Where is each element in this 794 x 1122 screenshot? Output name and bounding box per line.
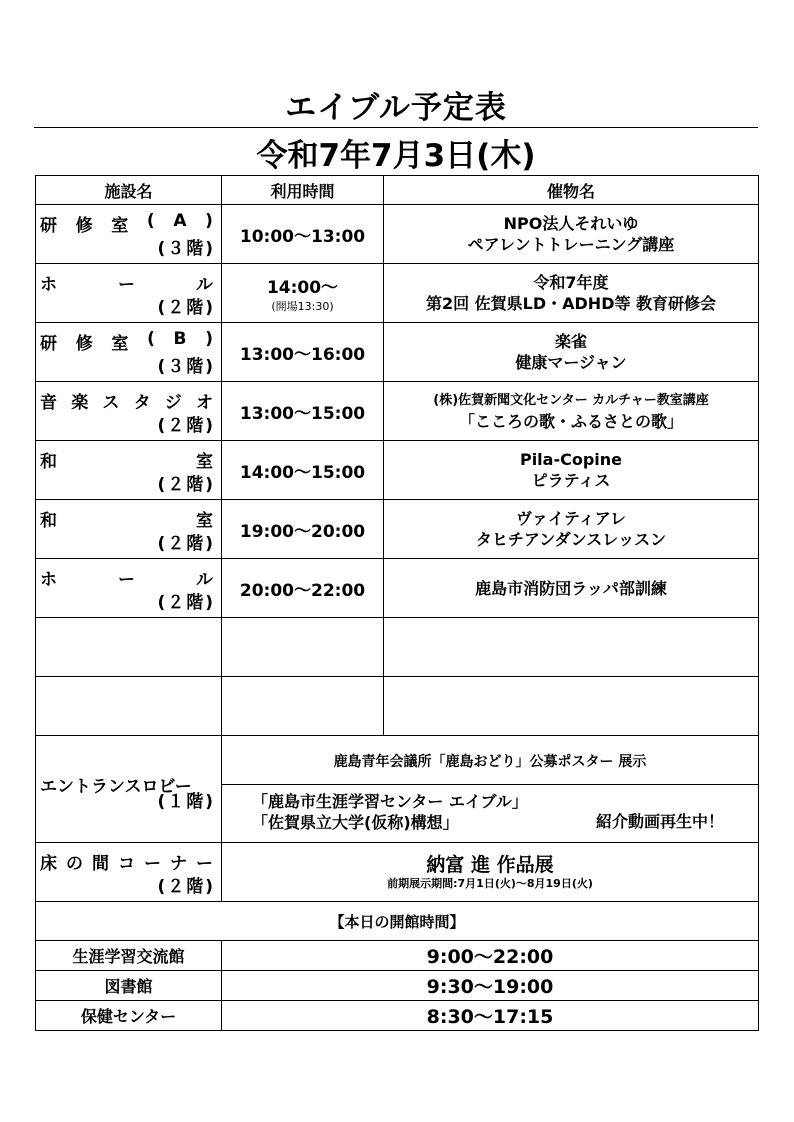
facility-char: タ <box>133 393 153 413</box>
hours-facility: 生涯学習交流館 <box>36 941 222 971</box>
facility-char: ナ <box>170 854 189 874</box>
facility-char: ) <box>205 329 215 349</box>
exhibition-period: 前期展示期間:7月1日(火)～8月19日(火) <box>387 877 593 890</box>
table-row <box>36 205 759 264</box>
hours-time: 8:30～17:15 <box>222 1001 759 1031</box>
hours-banner-row <box>36 902 759 941</box>
time-cell <box>222 323 384 382</box>
facility-char: ( <box>147 329 157 349</box>
event-cell <box>384 323 759 382</box>
lobby-video-text <box>222 785 758 839</box>
facility-floor: (２階) <box>157 877 215 897</box>
table-row <box>36 559 759 618</box>
facility-floor: (２階) <box>157 475 215 495</box>
event-line-2: 第2回 佐賀県LD・ADHD等 教育研修会 <box>425 294 717 313</box>
event-cell <box>384 205 759 264</box>
table-row <box>36 382 759 441</box>
facility-char: ( <box>146 211 157 231</box>
facility-name <box>40 565 215 590</box>
facility-char: ス <box>102 393 122 413</box>
event-cell <box>384 382 759 441</box>
facility-char: ー <box>144 854 163 874</box>
lobby-video-line-c: 紹介動画再生中！ <box>595 811 724 831</box>
event-cell <box>384 264 759 323</box>
hours-time: 9:30～19:00 <box>222 971 759 1001</box>
facility-floor: (１階) <box>157 792 215 812</box>
schedule-table <box>35 175 759 1031</box>
event-line-1: 令和7年度 <box>533 273 609 292</box>
facility-char: ジ <box>164 393 184 413</box>
facility-char: ー <box>118 570 137 590</box>
facility-char: 修 <box>75 334 95 354</box>
facility-name <box>40 388 215 413</box>
time-range: 13:00～16:00 <box>239 344 366 365</box>
lobby-event-cell <box>222 736 759 843</box>
facility-char: 和 <box>40 511 59 531</box>
lobby-video-line-a: 「鹿島市生涯学習センター エイブル」 <box>252 791 528 811</box>
tokonoma-row <box>36 843 759 902</box>
facility-char: コ <box>118 854 137 874</box>
header-facility: 施設名 <box>36 176 222 205</box>
table-row <box>36 441 759 500</box>
page-title: エイブル予定表 <box>285 90 507 126</box>
facility-floor: (３階) <box>157 357 215 377</box>
event-line-2: ピラティス <box>531 471 611 490</box>
event-line-1: Pila-Copine <box>519 450 623 469</box>
time-cell <box>222 500 384 559</box>
table-row <box>36 323 759 382</box>
blank-cell <box>384 618 759 677</box>
facility-char: 間 <box>92 854 111 874</box>
event-cell <box>384 559 759 618</box>
facility-char: 室 <box>111 216 131 236</box>
header-row <box>36 176 759 205</box>
schedule-rows <box>36 205 759 618</box>
facility-floor: (２階) <box>157 298 215 318</box>
hours-row <box>36 941 759 971</box>
facility-char: 楽 <box>71 393 91 413</box>
facility-floor: (２階) <box>157 416 215 436</box>
header-time: 利用時間 <box>222 176 384 205</box>
time-range: 14:00～15:00 <box>239 462 366 483</box>
lobby-exhibit-text: 鹿島青年会議所「鹿島おどり」公募ポスター 展示 <box>333 753 647 770</box>
facility-char: ー <box>196 854 215 874</box>
facility-char: ル <box>196 570 215 590</box>
exhibition-title: 納富 進 作品展 <box>426 854 554 876</box>
time-note: (開場13:30) <box>271 299 334 313</box>
blank-cell <box>36 618 222 677</box>
facility-char: 研 <box>40 216 59 236</box>
event-line-2: ペアレントトレーニング講座 <box>467 235 675 254</box>
header-event: 催物名 <box>384 176 759 205</box>
event-line-2: 「こころの歌・ふるさとの歌」 <box>458 412 683 431</box>
facility-name <box>40 447 215 472</box>
event-line-1: 鹿島市消防団ラッパ部訓練 <box>475 578 667 598</box>
facility-char: の <box>66 854 85 874</box>
facility-char: 和 <box>40 452 59 472</box>
time-cell <box>222 382 384 441</box>
facility-name <box>40 211 215 236</box>
facility-cell <box>36 500 222 559</box>
time-range: 14:00～ <box>266 277 339 298</box>
time-range: 19:00～20:00 <box>239 521 366 542</box>
time-cell <box>222 264 384 323</box>
time-range: 13:00～15:00 <box>239 403 366 424</box>
event-line-1: ヴァイティアレ <box>516 509 626 528</box>
facility-char: 修 <box>75 216 95 236</box>
blank-cell <box>36 677 222 736</box>
blank-cell <box>222 618 384 677</box>
time-range: 10:00～13:00 <box>239 226 366 247</box>
facility-cell <box>36 736 222 843</box>
hours-rows <box>36 941 759 1031</box>
blank-row <box>36 677 759 736</box>
facility-char: 室 <box>196 511 215 531</box>
facility-cell <box>36 264 222 323</box>
hours-facility: 保健センター <box>36 1001 222 1031</box>
facility-name: エントランスロビー <box>40 777 192 797</box>
facility-name <box>40 506 215 531</box>
facility-char: 研 <box>40 334 59 354</box>
lobby-video-line-b: 「佐賀県立大学(仮称)構想」 <box>252 812 459 832</box>
hours-row <box>36 971 759 1001</box>
event-cell <box>384 500 759 559</box>
facility-char: ル <box>196 275 215 295</box>
blank-cell <box>222 677 384 736</box>
blank-row <box>36 618 759 677</box>
facility-char: オ <box>195 393 215 413</box>
facility-char: ホ <box>40 275 59 295</box>
facility-char: 室 <box>196 452 215 472</box>
facility-cell <box>36 205 222 264</box>
event-line-2: 健康マージャン <box>515 353 627 372</box>
facility-cell <box>36 559 222 618</box>
facility-floor: (２階) <box>157 534 215 554</box>
time-cell <box>222 205 384 264</box>
event-line-2: タヒチアンダンスレッスン <box>475 530 667 549</box>
facility-char: 床 <box>40 854 59 874</box>
table-row <box>36 264 759 323</box>
event-line-1: NPO法人それいゆ <box>503 214 639 233</box>
facility-cell <box>36 382 222 441</box>
time-cell <box>222 559 384 618</box>
title-underline <box>34 127 758 128</box>
hours-row <box>36 1001 759 1031</box>
facility-char: ) <box>205 211 215 231</box>
facility-name <box>40 270 215 295</box>
facility-cell <box>36 441 222 500</box>
hours-facility: 図書館 <box>36 971 222 1001</box>
facility-char: A <box>173 211 189 231</box>
blank-cell <box>384 677 759 736</box>
facility-char: 音 <box>40 393 59 413</box>
facility-char: B <box>173 329 189 349</box>
facility-name <box>40 329 215 354</box>
facility-cell <box>36 323 222 382</box>
time-cell <box>222 441 384 500</box>
hours-banner: 【本日の開館時間】 <box>36 902 759 941</box>
facility-cell <box>36 843 222 902</box>
facility-char: ー <box>118 275 137 295</box>
table-row <box>36 500 759 559</box>
lobby-row <box>36 736 759 843</box>
time-range: 20:00～22:00 <box>239 580 366 601</box>
exhibition-cell <box>222 843 759 902</box>
facility-floor: (２階) <box>157 593 215 613</box>
facility-floor: (３階) <box>157 239 215 259</box>
event-line-1: 楽雀 <box>554 332 587 351</box>
facility-char: ホ <box>40 570 59 590</box>
hours-time: 9:00～22:00 <box>222 941 759 971</box>
facility-char: 室 <box>111 334 131 354</box>
event-line-1: (株)佐賀新聞文化センター カルチャー教室講座 <box>433 393 709 408</box>
facility-name <box>40 849 215 874</box>
schedule-date: 令和7年7月3日(木) <box>256 138 536 174</box>
event-cell <box>384 441 759 500</box>
